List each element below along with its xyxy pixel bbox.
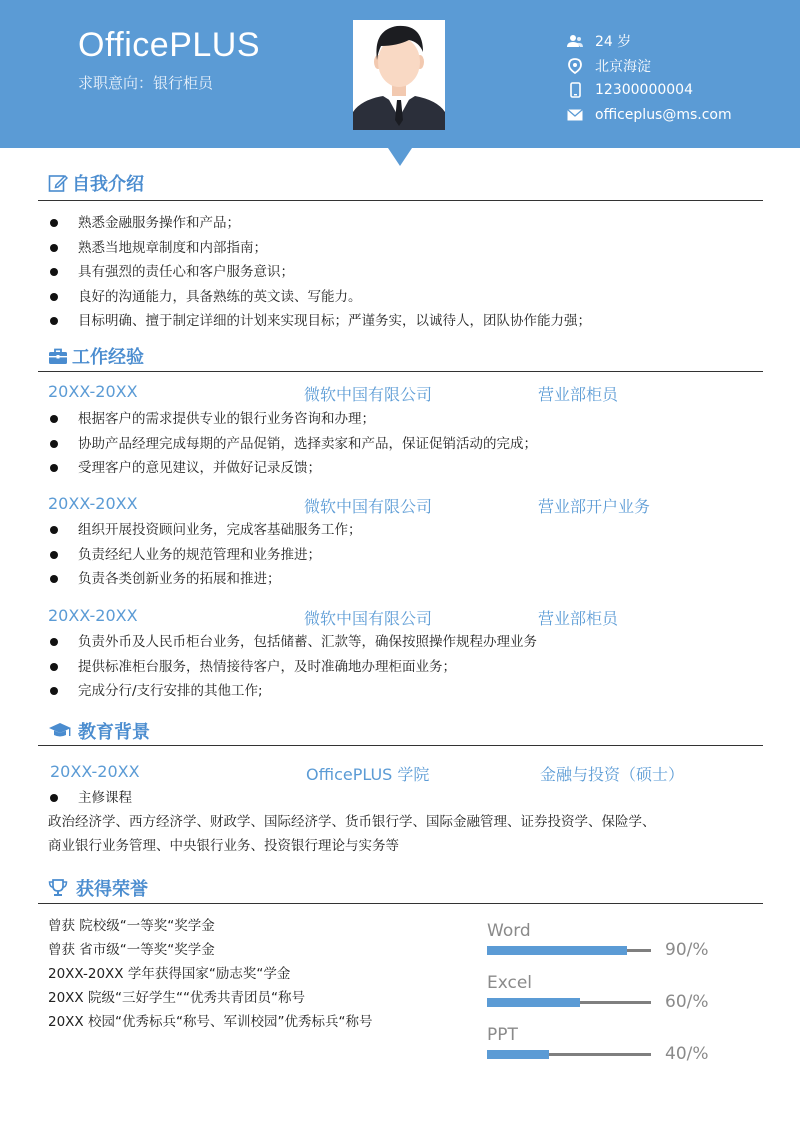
list-item: 提供标准柜台服务，热情接待客户，及时准确地办理柜面业务； — [48, 655, 537, 680]
education-header — [50, 762, 750, 786]
list-item: 负责外币及人民币柜台业务，包括储蓄、汇款等，确保按照操作规程办理业务 — [48, 630, 537, 655]
user-icon — [566, 33, 584, 49]
job-company: 微软中国有限公司 — [304, 497, 433, 516]
job-header — [48, 606, 748, 630]
skill-bar-fill — [487, 946, 627, 955]
skill-name: Word — [487, 921, 531, 941]
list-item: 组织开展投资顾问业务，完成客基础服务工作； — [48, 518, 362, 543]
course-heading: 主修课程 — [48, 786, 132, 811]
skill-word — [487, 920, 727, 960]
skill-ppt — [487, 1024, 727, 1064]
list-item: 20XX 校园“优秀标兵“称号、军训校园”优秀标兵“称号 — [48, 1014, 373, 1030]
list-item: 良好的沟通能力，具备熟练的英文读、写能力。 — [48, 285, 591, 310]
contact-location-text: 北京海淀 — [595, 58, 651, 75]
divider — [38, 200, 763, 201]
education-period: 20XX-20XX — [50, 762, 140, 781]
trophy-icon — [48, 878, 72, 898]
section-education-title — [48, 719, 150, 743]
section-intro-title — [48, 171, 144, 195]
skill-excel — [487, 972, 727, 1012]
course-line: 商业银行业务管理、中央银行业务、投资银行理论与实务等 — [48, 838, 399, 854]
contact-age-text: 24 岁 — [595, 34, 632, 51]
job-period: 20XX-20XX — [48, 382, 138, 401]
list-item: 熟悉金融服务操作和产品； — [48, 211, 591, 236]
list-item: 20XX 院级“三好学生““优秀共青团员“称号 — [48, 990, 305, 1006]
list-item: 负责各类创新业务的拓展和推进； — [48, 567, 362, 592]
list-item: 熟悉当地规章制度和内部指南； — [48, 236, 591, 261]
contact-phone-text[interactable]: 12300000004 — [595, 82, 693, 99]
list-item: 负责经纪人业务的规范管理和业务推进； — [48, 543, 362, 568]
section-work-title — [48, 344, 144, 368]
education-school: OfficePLUS 学院 — [306, 765, 430, 784]
list-item: 目标明确、擅于制定详细的计划来实现目标；严谨务实，以诚待人，团队协作能力强； — [48, 309, 591, 334]
briefcase-icon — [48, 346, 68, 366]
section-work-label: 工作经验 — [72, 347, 144, 368]
list-item: 根据客户的需求提供专业的银行业务咨询和办理； — [48, 407, 537, 432]
contact-age — [566, 29, 796, 54]
list-item: 曾获 院校级“一等奖“奖学金 — [48, 918, 215, 934]
contact-phone — [566, 78, 796, 103]
avatar — [353, 20, 445, 130]
job-period: 20XX-20XX — [48, 606, 138, 625]
job-duties — [48, 630, 537, 704]
skill-bar-fill — [487, 1050, 549, 1059]
contact-email-text[interactable]: officeplus@ms.com — [595, 106, 732, 123]
header-band — [0, 0, 800, 148]
avatar-portrait — [353, 20, 445, 130]
job-company: 微软中国有限公司 — [304, 609, 433, 628]
job-position: 营业部开户业务 — [538, 497, 651, 516]
job-position: 营业部柜员 — [538, 385, 619, 404]
list-item: 协助产品经理完成每期的产品促销，选择卖家和产品，保证促销活动的完成； — [48, 432, 537, 457]
job-header — [48, 494, 748, 518]
section-honors-label: 获得荣誉 — [76, 879, 148, 900]
list-item: 曾获 省市级“一等奖“奖学金 — [48, 942, 215, 958]
skill-percent: 40/% — [665, 1044, 709, 1064]
divider — [38, 903, 763, 904]
honors-list — [48, 914, 372, 1034]
edit-icon — [48, 173, 68, 193]
section-honors-title — [48, 876, 148, 900]
list-item: 受理客户的意见建议，并做好记录反馈； — [48, 456, 537, 481]
education-major: 金融与投资（硕士） — [540, 765, 685, 784]
job-header — [48, 382, 748, 406]
intro-list — [48, 211, 591, 334]
contact-list — [566, 29, 796, 127]
candidate-name: OfficePLUS — [78, 26, 261, 64]
divider — [38, 371, 763, 372]
phone-icon — [566, 82, 584, 98]
course-heading-list — [48, 786, 132, 811]
contact-location — [566, 54, 796, 79]
skill-bar-fill — [487, 998, 580, 1007]
graduation-cap-icon — [48, 721, 74, 741]
list-item: 20XX-20XX 学年获得国家“励志奖“学金 — [48, 966, 291, 982]
job-period: 20XX-20XX — [48, 494, 138, 513]
list-item: 完成分行/支行安排的其他工作; — [48, 679, 537, 704]
course-line: 政治经济学、西方经济学、财政学、国际经济学、货币银行学、国际金融管理、证券投资学、保险学、 — [48, 814, 656, 830]
job-duties — [48, 518, 362, 592]
job-duties — [48, 407, 537, 481]
list-item: 具有强烈的责任心和客户服务意识； — [48, 260, 591, 285]
skill-percent: 90/% — [665, 940, 709, 960]
section-intro-label: 自我介绍 — [72, 174, 144, 195]
skill-percent: 60/% — [665, 992, 709, 1012]
job-position: 营业部柜员 — [538, 609, 619, 628]
skill-name: Excel — [487, 973, 533, 993]
location-pin-icon — [566, 58, 584, 74]
contact-email — [566, 103, 796, 128]
skill-name: PPT — [487, 1025, 518, 1045]
mail-icon — [566, 107, 584, 123]
header-pointer — [388, 148, 412, 166]
course-list — [48, 810, 656, 858]
section-education-label: 教育背景 — [78, 722, 150, 743]
job-intent: 求职意向：银行柜员 — [78, 74, 214, 92]
divider — [38, 745, 763, 746]
job-company: 微软中国有限公司 — [304, 385, 433, 404]
